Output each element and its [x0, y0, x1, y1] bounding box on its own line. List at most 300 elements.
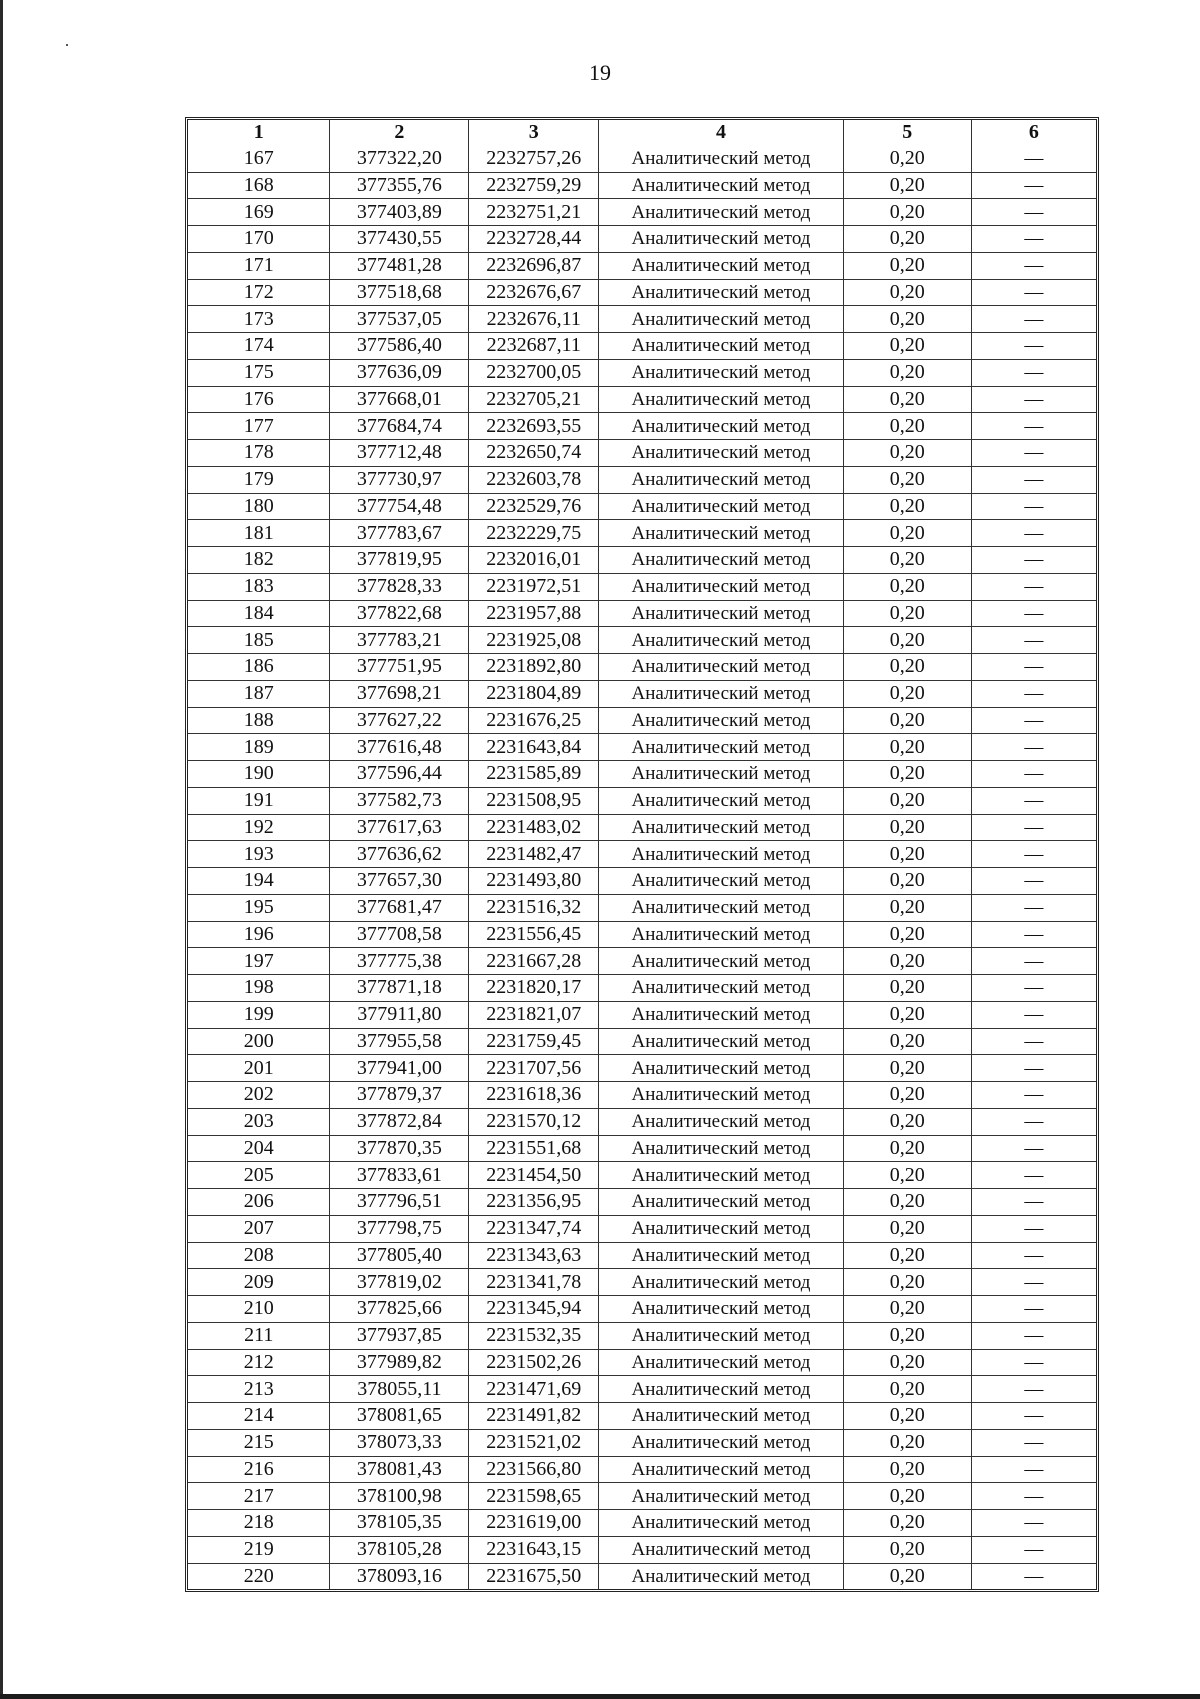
note-cell: —	[971, 1563, 1096, 1589]
point-number-cell: 171	[188, 252, 330, 279]
y-coordinate-cell: 2231521,02	[469, 1429, 599, 1456]
point-number-cell: 206	[188, 1189, 330, 1216]
y-coordinate-cell: 2232650,74	[469, 440, 599, 467]
note-cell: —	[971, 600, 1096, 627]
y-coordinate-cell: 2232687,11	[469, 333, 599, 360]
note-cell: —	[971, 1456, 1096, 1483]
y-coordinate-cell: 2232529,76	[469, 493, 599, 520]
method-cell: Аналитический метод	[599, 1429, 844, 1456]
y-coordinate-cell: 2232751,21	[469, 199, 599, 226]
x-coordinate-cell: 377355,76	[330, 172, 469, 199]
point-number-cell: 179	[188, 466, 330, 493]
method-cell: Аналитический метод	[599, 814, 844, 841]
y-coordinate-cell: 2231482,47	[469, 841, 599, 868]
y-coordinate-cell: 2232676,11	[469, 306, 599, 333]
y-coordinate-cell: 2231618,36	[469, 1082, 599, 1109]
x-coordinate-cell: 377872,84	[330, 1108, 469, 1135]
point-number-cell: 170	[188, 226, 330, 253]
table-row	[188, 1349, 1096, 1376]
point-number-cell: 191	[188, 787, 330, 814]
method-cell: Аналитический метод	[599, 1082, 844, 1109]
accuracy-cell: 0,20	[843, 868, 971, 895]
accuracy-cell: 0,20	[843, 226, 971, 253]
method-cell: Аналитический метод	[599, 252, 844, 279]
table-row	[188, 520, 1096, 547]
note-cell: —	[971, 1349, 1096, 1376]
accuracy-cell: 0,20	[843, 734, 971, 761]
y-coordinate-cell: 2231598,65	[469, 1483, 599, 1510]
point-number-cell: 184	[188, 600, 330, 627]
y-coordinate-cell: 2231759,45	[469, 1028, 599, 1055]
y-coordinate-cell: 2232696,87	[469, 252, 599, 279]
note-cell: —	[971, 841, 1096, 868]
point-number-cell: 197	[188, 948, 330, 975]
method-cell: Аналитический метод	[599, 1162, 844, 1189]
x-coordinate-cell: 378105,35	[330, 1510, 469, 1537]
x-coordinate-cell: 378073,33	[330, 1429, 469, 1456]
note-cell: —	[971, 1001, 1096, 1028]
note-cell: —	[971, 146, 1096, 172]
y-coordinate-cell: 2231892,80	[469, 654, 599, 681]
x-coordinate-cell: 378055,11	[330, 1376, 469, 1403]
x-coordinate-cell: 377681,47	[330, 894, 469, 921]
table-row	[188, 1028, 1096, 1055]
note-cell: —	[971, 226, 1096, 253]
method-cell: Аналитический метод	[599, 1135, 844, 1162]
accuracy-cell: 0,20	[843, 1001, 971, 1028]
point-number-cell: 182	[188, 547, 330, 574]
point-number-cell: 198	[188, 975, 330, 1002]
method-cell: Аналитический метод	[599, 1215, 844, 1242]
method-cell: Аналитический метод	[599, 1242, 844, 1269]
point-number-cell: 216	[188, 1456, 330, 1483]
table-row	[188, 680, 1096, 707]
y-coordinate-cell: 2231551,68	[469, 1135, 599, 1162]
accuracy-cell: 0,20	[843, 1296, 971, 1323]
method-cell: Аналитический метод	[599, 359, 844, 386]
note-cell: —	[971, 1483, 1096, 1510]
y-coordinate-cell: 2231585,89	[469, 761, 599, 788]
note-cell: —	[971, 359, 1096, 386]
table-row	[188, 1269, 1096, 1296]
y-coordinate-cell: 2232705,21	[469, 386, 599, 413]
note-cell: —	[971, 440, 1096, 467]
accuracy-cell: 0,20	[843, 1510, 971, 1537]
accuracy-cell: 0,20	[843, 306, 971, 333]
accuracy-cell: 0,20	[843, 573, 971, 600]
note-cell: —	[971, 1536, 1096, 1563]
x-coordinate-cell: 377989,82	[330, 1349, 469, 1376]
point-number-cell: 167	[188, 146, 330, 172]
accuracy-cell: 0,20	[843, 1108, 971, 1135]
x-coordinate-cell: 378081,65	[330, 1403, 469, 1430]
point-number-cell: 168	[188, 172, 330, 199]
x-coordinate-cell: 377783,21	[330, 627, 469, 654]
table-row	[188, 868, 1096, 895]
page-number: 19	[589, 60, 611, 85]
accuracy-cell: 0,20	[843, 1563, 971, 1589]
accuracy-cell: 0,20	[843, 1028, 971, 1055]
y-coordinate-cell: 2231570,12	[469, 1108, 599, 1135]
y-coordinate-cell: 2231556,45	[469, 921, 599, 948]
note-cell: —	[971, 493, 1096, 520]
accuracy-cell: 0,20	[843, 707, 971, 734]
table-row	[188, 1135, 1096, 1162]
note-cell: —	[971, 1215, 1096, 1242]
accuracy-cell: 0,20	[843, 359, 971, 386]
point-number-cell: 195	[188, 894, 330, 921]
accuracy-cell: 0,20	[843, 921, 971, 948]
point-number-cell: 169	[188, 199, 330, 226]
x-coordinate-cell: 377403,89	[330, 199, 469, 226]
x-coordinate-cell: 377822,68	[330, 600, 469, 627]
x-coordinate-cell: 377879,37	[330, 1082, 469, 1109]
x-coordinate-cell: 377775,38	[330, 948, 469, 975]
x-coordinate-cell: 377911,80	[330, 1001, 469, 1028]
note-cell: —	[971, 1510, 1096, 1537]
header-cell: 3	[469, 120, 599, 146]
note-cell: —	[971, 975, 1096, 1002]
y-coordinate-cell: 2231643,84	[469, 734, 599, 761]
method-cell: Аналитический метод	[599, 921, 844, 948]
table-row	[188, 894, 1096, 921]
point-number-cell: 209	[188, 1269, 330, 1296]
method-cell: Аналитический метод	[599, 707, 844, 734]
accuracy-cell: 0,20	[843, 1135, 971, 1162]
y-coordinate-cell: 2231676,25	[469, 707, 599, 734]
accuracy-cell: 0,20	[843, 1162, 971, 1189]
accuracy-cell: 0,20	[843, 547, 971, 574]
accuracy-cell: 0,20	[843, 1403, 971, 1430]
note-cell: —	[971, 1322, 1096, 1349]
table-row	[188, 493, 1096, 520]
note-cell: —	[971, 1162, 1096, 1189]
y-coordinate-cell: 2231347,74	[469, 1215, 599, 1242]
note-cell: —	[971, 1376, 1096, 1403]
x-coordinate-cell: 377582,73	[330, 787, 469, 814]
y-coordinate-cell: 2231491,82	[469, 1403, 599, 1430]
y-coordinate-cell: 2231508,95	[469, 787, 599, 814]
point-number-cell: 174	[188, 333, 330, 360]
table-row	[188, 333, 1096, 360]
table-row	[188, 1403, 1096, 1430]
method-cell: Аналитический метод	[599, 1322, 844, 1349]
table-row	[188, 172, 1096, 199]
point-number-cell: 201	[188, 1055, 330, 1082]
x-coordinate-cell: 377805,40	[330, 1242, 469, 1269]
method-cell: Аналитический метод	[599, 841, 844, 868]
table-row	[188, 1055, 1096, 1082]
note-cell: —	[971, 386, 1096, 413]
x-coordinate-cell: 377657,30	[330, 868, 469, 895]
scan-bottom-edge	[0, 1694, 1200, 1699]
method-cell: Аналитический метод	[599, 1028, 844, 1055]
accuracy-cell: 0,20	[843, 1242, 971, 1269]
table-row	[188, 547, 1096, 574]
y-coordinate-cell: 2231341,78	[469, 1269, 599, 1296]
x-coordinate-cell: 377730,97	[330, 466, 469, 493]
point-number-cell: 176	[188, 386, 330, 413]
accuracy-cell: 0,20	[843, 413, 971, 440]
note-cell: —	[971, 734, 1096, 761]
point-number-cell: 194	[188, 868, 330, 895]
point-number-cell: 178	[188, 440, 330, 467]
note-cell: —	[971, 1269, 1096, 1296]
accuracy-cell: 0,20	[843, 1456, 971, 1483]
point-number-cell: 218	[188, 1510, 330, 1537]
note-cell: —	[971, 627, 1096, 654]
x-coordinate-cell: 378081,43	[330, 1456, 469, 1483]
note-cell: —	[971, 761, 1096, 788]
y-coordinate-cell: 2231493,80	[469, 868, 599, 895]
x-coordinate-cell: 377833,61	[330, 1162, 469, 1189]
method-cell: Аналитический метод	[599, 734, 844, 761]
method-cell: Аналитический метод	[599, 1563, 844, 1589]
method-cell: Аналитический метод	[599, 868, 844, 895]
table-row	[188, 1215, 1096, 1242]
y-coordinate-cell: 2232759,29	[469, 172, 599, 199]
y-coordinate-cell: 2232016,01	[469, 547, 599, 574]
x-coordinate-cell: 377819,02	[330, 1269, 469, 1296]
table-row	[188, 600, 1096, 627]
accuracy-cell: 0,20	[843, 1215, 971, 1242]
table-row	[188, 1322, 1096, 1349]
note-cell: —	[971, 680, 1096, 707]
accuracy-cell: 0,20	[843, 1189, 971, 1216]
y-coordinate-cell: 2231707,56	[469, 1055, 599, 1082]
x-coordinate-cell: 377537,05	[330, 306, 469, 333]
x-coordinate-cell: 377870,35	[330, 1135, 469, 1162]
point-number-cell: 172	[188, 279, 330, 306]
table-row	[188, 1001, 1096, 1028]
accuracy-cell: 0,20	[843, 386, 971, 413]
point-number-cell: 181	[188, 520, 330, 547]
point-number-cell: 188	[188, 707, 330, 734]
point-number-cell: 210	[188, 1296, 330, 1323]
y-coordinate-cell: 2231667,28	[469, 948, 599, 975]
method-cell: Аналитический метод	[599, 1296, 844, 1323]
x-coordinate-cell: 377796,51	[330, 1189, 469, 1216]
x-coordinate-cell: 377798,75	[330, 1215, 469, 1242]
accuracy-cell: 0,20	[843, 948, 971, 975]
y-coordinate-cell: 2232700,05	[469, 359, 599, 386]
table-row	[188, 1296, 1096, 1323]
y-coordinate-cell: 2231675,50	[469, 1563, 599, 1589]
table-row	[188, 921, 1096, 948]
note-cell: —	[971, 252, 1096, 279]
x-coordinate-cell: 377754,48	[330, 493, 469, 520]
table-row	[188, 1536, 1096, 1563]
point-number-cell: 217	[188, 1483, 330, 1510]
note-cell: —	[971, 573, 1096, 600]
note-cell: —	[971, 921, 1096, 948]
method-cell: Аналитический метод	[599, 386, 844, 413]
x-coordinate-cell: 377636,09	[330, 359, 469, 386]
method-cell: Аналитический метод	[599, 894, 844, 921]
note-cell: —	[971, 1055, 1096, 1082]
point-number-cell: 215	[188, 1429, 330, 1456]
note-cell: —	[971, 279, 1096, 306]
accuracy-cell: 0,20	[843, 199, 971, 226]
accuracy-cell: 0,20	[843, 333, 971, 360]
accuracy-cell: 0,20	[843, 1269, 971, 1296]
x-coordinate-cell: 377698,21	[330, 680, 469, 707]
accuracy-cell: 0,20	[843, 1055, 971, 1082]
point-number-cell: 183	[188, 573, 330, 600]
note-cell: —	[971, 547, 1096, 574]
method-cell: Аналитический метод	[599, 680, 844, 707]
accuracy-cell: 0,20	[843, 1082, 971, 1109]
table-row	[188, 1563, 1096, 1589]
method-cell: Аналитический метод	[599, 627, 844, 654]
method-cell: Аналитический метод	[599, 172, 844, 199]
note-cell: —	[971, 948, 1096, 975]
note-cell: —	[971, 1082, 1096, 1109]
y-coordinate-cell: 2231619,00	[469, 1510, 599, 1537]
table-header-row	[188, 120, 1096, 146]
method-cell: Аналитический метод	[599, 1403, 844, 1430]
point-number-cell: 212	[188, 1349, 330, 1376]
y-coordinate-cell: 2231532,35	[469, 1322, 599, 1349]
y-coordinate-cell: 2231356,95	[469, 1189, 599, 1216]
y-coordinate-cell: 2231343,63	[469, 1242, 599, 1269]
method-cell: Аналитический метод	[599, 1108, 844, 1135]
accuracy-cell: 0,20	[843, 841, 971, 868]
point-number-cell: 177	[188, 413, 330, 440]
note-cell: —	[971, 172, 1096, 199]
table-row	[188, 252, 1096, 279]
method-cell: Аналитический метод	[599, 1456, 844, 1483]
method-cell: Аналитический метод	[599, 440, 844, 467]
method-cell: Аналитический метод	[599, 413, 844, 440]
table-row	[188, 787, 1096, 814]
accuracy-cell: 0,20	[843, 493, 971, 520]
note-cell: —	[971, 1242, 1096, 1269]
method-cell: Аналитический метод	[599, 975, 844, 1002]
y-coordinate-cell: 2232603,78	[469, 466, 599, 493]
point-number-cell: 219	[188, 1536, 330, 1563]
y-coordinate-cell: 2231804,89	[469, 680, 599, 707]
table-row	[188, 306, 1096, 333]
point-number-cell: 190	[188, 761, 330, 788]
point-number-cell: 214	[188, 1403, 330, 1430]
table-row	[188, 386, 1096, 413]
point-number-cell: 196	[188, 921, 330, 948]
x-coordinate-cell: 377819,95	[330, 547, 469, 574]
accuracy-cell: 0,20	[843, 761, 971, 788]
method-cell: Аналитический метод	[599, 1536, 844, 1563]
header-cell: 1	[188, 120, 330, 146]
y-coordinate-cell: 2231483,02	[469, 814, 599, 841]
point-number-cell: 192	[188, 814, 330, 841]
accuracy-cell: 0,20	[843, 1322, 971, 1349]
y-coordinate-cell: 2231345,94	[469, 1296, 599, 1323]
note-cell: —	[971, 413, 1096, 440]
accuracy-cell: 0,20	[843, 680, 971, 707]
accuracy-cell: 0,20	[843, 1536, 971, 1563]
y-coordinate-cell: 2231454,50	[469, 1162, 599, 1189]
method-cell: Аналитический метод	[599, 279, 844, 306]
table-row	[188, 1429, 1096, 1456]
table-row	[188, 1242, 1096, 1269]
table-row	[188, 226, 1096, 253]
accuracy-cell: 0,20	[843, 279, 971, 306]
table-row	[188, 948, 1096, 975]
point-number-cell: 189	[188, 734, 330, 761]
x-coordinate-cell: 377871,18	[330, 975, 469, 1002]
method-cell: Аналитический метод	[599, 520, 844, 547]
point-number-cell: 204	[188, 1135, 330, 1162]
y-coordinate-cell: 2231820,17	[469, 975, 599, 1002]
point-number-cell: 175	[188, 359, 330, 386]
y-coordinate-cell: 2232676,67	[469, 279, 599, 306]
x-coordinate-cell: 377783,67	[330, 520, 469, 547]
point-number-cell: 199	[188, 1001, 330, 1028]
accuracy-cell: 0,20	[843, 1483, 971, 1510]
note-cell: —	[971, 707, 1096, 734]
x-coordinate-cell: 377668,01	[330, 386, 469, 413]
method-cell: Аналитический метод	[599, 1055, 844, 1082]
x-coordinate-cell: 377518,68	[330, 279, 469, 306]
note-cell: —	[971, 1429, 1096, 1456]
x-coordinate-cell: 378105,28	[330, 1536, 469, 1563]
y-coordinate-cell: 2231821,07	[469, 1001, 599, 1028]
accuracy-cell: 0,20	[843, 654, 971, 681]
y-coordinate-cell: 2232229,75	[469, 520, 599, 547]
point-number-cell: 186	[188, 654, 330, 681]
point-number-cell: 205	[188, 1162, 330, 1189]
accuracy-cell: 0,20	[843, 252, 971, 279]
x-coordinate-cell: 377322,20	[330, 146, 469, 172]
point-number-cell: 193	[188, 841, 330, 868]
method-cell: Аналитический метод	[599, 1269, 844, 1296]
point-number-cell: 185	[188, 627, 330, 654]
table-row	[188, 573, 1096, 600]
y-coordinate-cell: 2231516,32	[469, 894, 599, 921]
x-coordinate-cell: 377430,55	[330, 226, 469, 253]
method-cell: Аналитический метод	[599, 1001, 844, 1028]
note-cell: —	[971, 894, 1096, 921]
x-coordinate-cell: 377825,66	[330, 1296, 469, 1323]
y-coordinate-cell: 2231972,51	[469, 573, 599, 600]
note-cell: —	[971, 787, 1096, 814]
method-cell: Аналитический метод	[599, 493, 844, 520]
table-row	[188, 1483, 1096, 1510]
table-row	[188, 734, 1096, 761]
point-number-cell: 207	[188, 1215, 330, 1242]
x-coordinate-cell: 377941,00	[330, 1055, 469, 1082]
accuracy-cell: 0,20	[843, 520, 971, 547]
table-row	[188, 1456, 1096, 1483]
method-cell: Аналитический метод	[599, 547, 844, 574]
note-cell: —	[971, 1028, 1096, 1055]
x-coordinate-cell: 377712,48	[330, 440, 469, 467]
method-cell: Аналитический метод	[599, 948, 844, 975]
note-cell: —	[971, 199, 1096, 226]
x-coordinate-cell: 377627,22	[330, 707, 469, 734]
method-cell: Аналитический метод	[599, 600, 844, 627]
header-cell: 2	[330, 120, 469, 146]
note-cell: —	[971, 654, 1096, 681]
accuracy-cell: 0,20	[843, 1349, 971, 1376]
accuracy-cell: 0,20	[843, 975, 971, 1002]
table-row	[188, 279, 1096, 306]
table-row	[188, 146, 1096, 172]
table-row	[188, 1162, 1096, 1189]
accuracy-cell: 0,20	[843, 787, 971, 814]
note-cell: —	[971, 306, 1096, 333]
y-coordinate-cell: 2232693,55	[469, 413, 599, 440]
